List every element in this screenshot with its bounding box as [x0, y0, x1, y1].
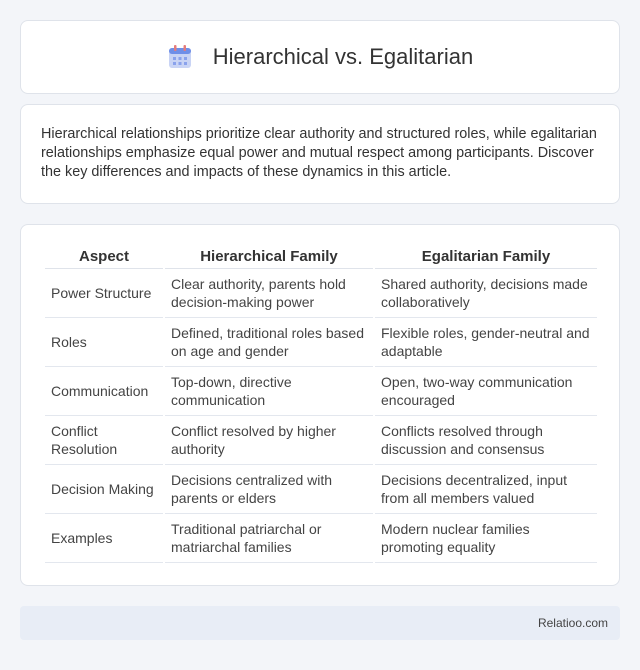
egalitarian-cell: Decisions decentralized, input from all members valued — [375, 465, 597, 514]
title-card — [20, 20, 620, 94]
table-row — [45, 416, 597, 465]
hierarchical-cell: Defined, traditional roles based on age and gender — [165, 318, 373, 367]
page-title: Hierarchical vs. Egalitarian — [212, 44, 474, 69]
egalitarian-cell: Conflicts resolved through discussion and consensus — [375, 416, 597, 465]
egalitarian-cell: Flexible roles, gender-neutral and adaptable — [375, 318, 597, 367]
egalitarian-cell: Modern nuclear families promoting equality — [375, 514, 597, 563]
table-row — [45, 367, 597, 416]
table-row — [45, 269, 597, 318]
hierarchical-cell: Traditional patriarchal or matriarchal families — [165, 514, 373, 563]
comparison-table — [43, 245, 599, 563]
comparison-table-card — [20, 224, 620, 586]
table-row — [45, 465, 597, 514]
table-row — [45, 318, 597, 367]
egalitarian-cell: Shared authority, decisions made collaboratively — [375, 269, 597, 318]
intro-card — [20, 104, 620, 204]
column-header-hierarchical: Hierarchical Family — [165, 245, 373, 269]
hierarchical-cell: Decisions centralized with parents or elders — [165, 465, 373, 514]
aspect-cell: Conflict Resolution — [45, 416, 163, 465]
aspect-cell: Decision Making — [45, 465, 163, 514]
table-header-row — [45, 245, 597, 269]
footer-site-link[interactable]: Relatioo.com — [537, 616, 608, 630]
column-header-aspect: Aspect — [45, 245, 163, 269]
hierarchical-cell: Conflict resolved by higher authority — [165, 416, 373, 465]
column-header-egalitarian: Egalitarian Family — [375, 245, 597, 269]
aspect-cell: Roles — [45, 318, 163, 367]
table-row — [45, 514, 597, 563]
egalitarian-cell: Open, two-way communication encouraged — [375, 367, 597, 416]
calendar-icon — [167, 44, 193, 70]
aspect-cell: Examples — [45, 514, 163, 563]
hierarchical-cell: Top-down, directive communication — [165, 367, 373, 416]
aspect-cell: Power Structure — [45, 269, 163, 318]
intro-text: Hierarchical relationships prioritize clear authority and structured roles, while egalitarian relationships emphasize equal power and mutual respect among participants. Discover the key differences and impacts of these dynamics in this article. — [41, 126, 597, 180]
hierarchical-cell: Clear authority, parents hold decision-making power — [165, 269, 373, 318]
aspect-cell: Communication — [45, 367, 163, 416]
footer — [20, 606, 620, 640]
